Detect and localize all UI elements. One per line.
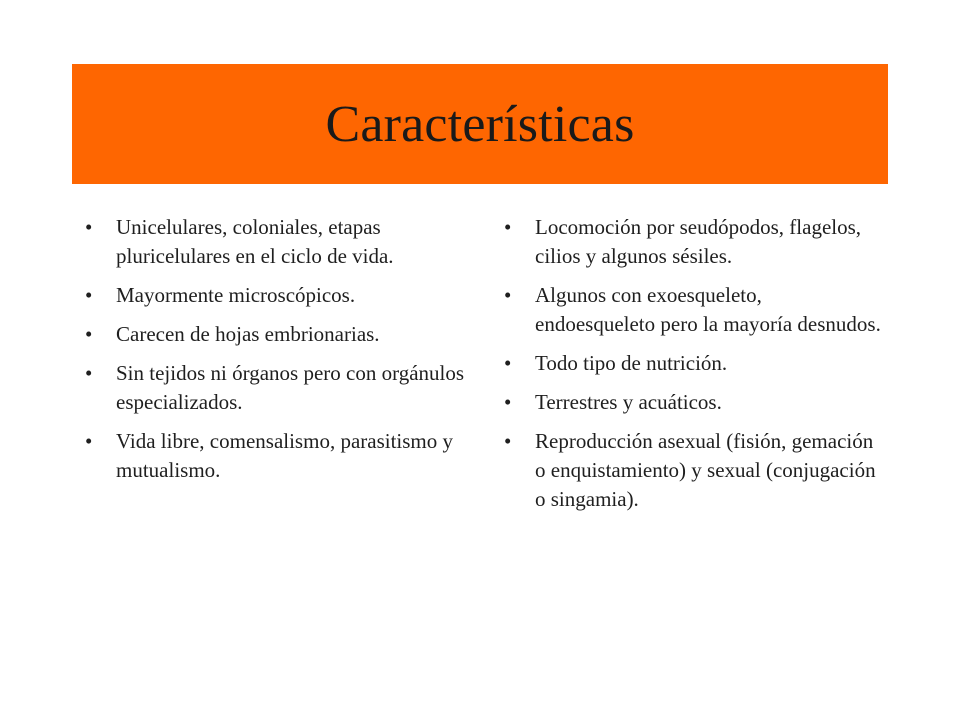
bullet-item bbox=[85, 359, 465, 417]
bullet-icon: • bbox=[85, 322, 93, 346]
bullet-item bbox=[85, 213, 465, 271]
bullet-icon: • bbox=[504, 283, 512, 307]
slide-title: Características bbox=[325, 95, 635, 153]
bullet-text: Terrestres y acuáticos. bbox=[535, 390, 722, 414]
bullet-text: Vida libre, comensalismo, parasitismo y mutualismo. bbox=[116, 429, 454, 482]
bullet-icon: • bbox=[504, 215, 512, 239]
bullet-icon: • bbox=[85, 215, 93, 239]
bullet-item bbox=[504, 388, 884, 417]
bullet-icon: • bbox=[504, 390, 512, 414]
bullet-icon: • bbox=[85, 361, 93, 385]
bullet-item bbox=[85, 427, 465, 485]
bullet-text: Todo tipo de nutrición. bbox=[535, 351, 728, 375]
right-bullet-list bbox=[504, 213, 884, 524]
bullet-text: Locomoción por seudópodos, flagelos, cilios y algunos sésiles. bbox=[535, 215, 862, 268]
bullet-item bbox=[85, 281, 465, 310]
bullet-icon: • bbox=[85, 283, 93, 307]
bullet-item bbox=[504, 349, 884, 378]
bullet-text: Sin tejidos ni órganos pero con orgánulos especializados. bbox=[116, 361, 465, 414]
bullet-text: Algunos con exoesqueleto, endoesqueleto pero la mayoría desnudos. bbox=[535, 283, 881, 336]
bullet-text: Carecen de hojas embrionarias. bbox=[116, 322, 380, 346]
bullet-icon: • bbox=[504, 429, 512, 453]
bullet-item bbox=[504, 427, 884, 514]
bullet-icon: • bbox=[504, 351, 512, 375]
left-bullet-list bbox=[85, 213, 465, 495]
bullet-item bbox=[504, 213, 884, 271]
bullet-text: Unicelulares, coloniales, etapas pluricelulares en el ciclo de vida. bbox=[116, 215, 394, 268]
bullet-text: Mayormente microscópicos. bbox=[116, 283, 356, 307]
bullet-icon: • bbox=[85, 429, 93, 453]
bullet-item bbox=[85, 320, 465, 349]
bullet-item bbox=[504, 281, 884, 339]
title-banner bbox=[72, 64, 888, 184]
bullet-text: Reproducción asexual (fisión, gemación o enquistamiento) y sexual (conjugación o singamia). bbox=[535, 429, 876, 511]
